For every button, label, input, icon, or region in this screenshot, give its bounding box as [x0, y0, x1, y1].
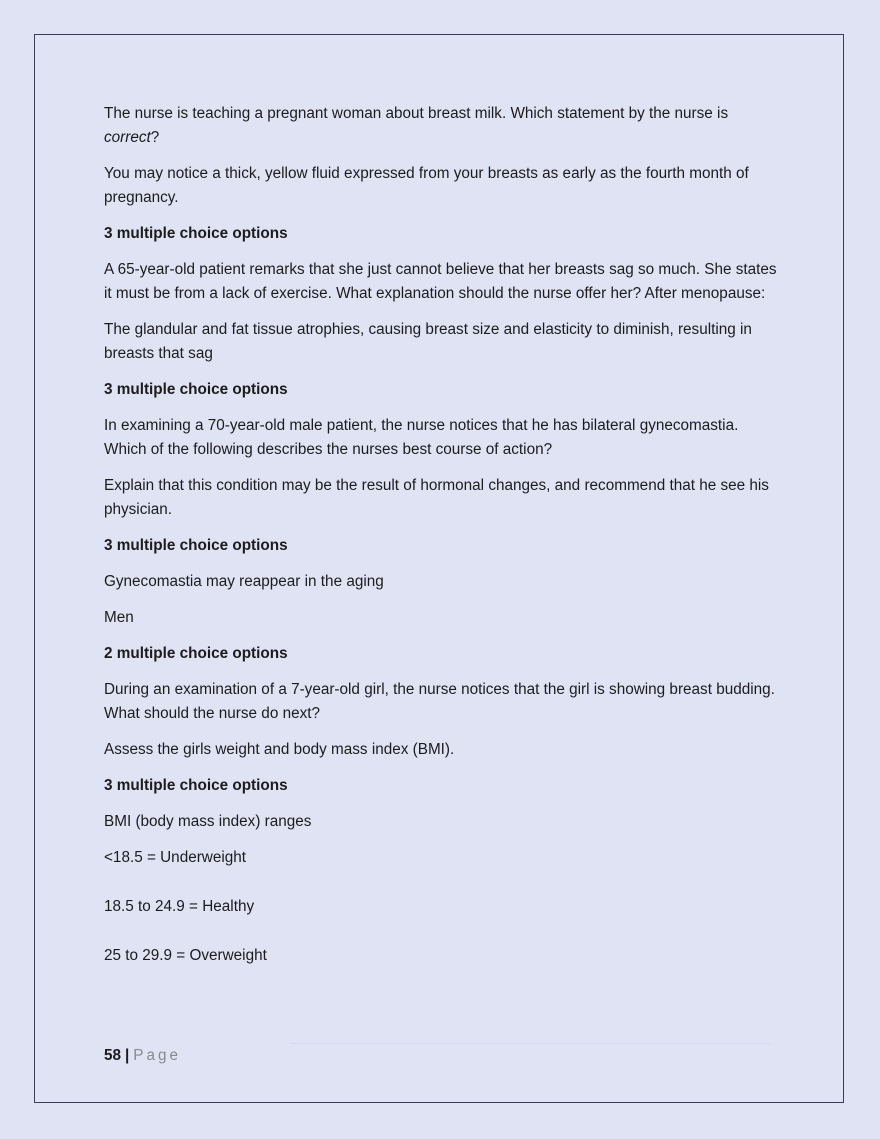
options-count: 3 multiple choice options: [104, 225, 288, 242]
answer-text: Men: [104, 609, 134, 626]
bmi-range: 25 to 29.9 = Overweight: [104, 947, 267, 964]
options-count: 2 multiple choice options: [104, 645, 288, 662]
question-text: Gynecomastia may reappear in the aging: [104, 573, 384, 590]
footer-separator: |: [125, 1047, 130, 1064]
question-text: During an examination of a 7-year-old girl, the nurse notices that the girl is showing breast budding. What should the nurse do next?: [104, 681, 775, 722]
emphasis-text: correct: [104, 129, 151, 146]
question-text: [104, 102, 784, 150]
options-count: 3 multiple choice options: [104, 381, 288, 398]
page-number: 58: [104, 1047, 122, 1064]
document-body: [104, 102, 784, 993]
page-footer: [104, 1045, 181, 1067]
text-segment: The nurse is teaching a pregnant woman about breast milk. Which statement by the nurse is: [104, 105, 729, 122]
bmi-range: <18.5 = Underweight: [104, 849, 247, 866]
answer-text: Assess the girls weight and body mass index (BMI).: [104, 741, 455, 758]
page-label: Page: [133, 1047, 182, 1064]
bmi-range: 18.5 to 24.9 = Healthy: [104, 898, 255, 915]
options-count: 3 multiple choice options: [104, 537, 288, 554]
footer-rule: [290, 1043, 770, 1044]
question-text: In examining a 70-year-old male patient, the nurse notices that he has bilateral gynecomastia. Which of the following describes the nurses best course of action?: [104, 417, 739, 458]
answer-text: You may notice a thick, yellow fluid expressed from your breasts as early as the fourth month of pregnancy.: [104, 165, 749, 206]
text-segment: ?: [150, 129, 160, 146]
question-text: A 65-year-old patient remarks that she just cannot believe that her breasts sag so much. She states it must be from a lack of exercise. What explanation should the nurse offer her? After menopause:: [104, 261, 777, 302]
answer-text: Explain that this condition may be the result of hormonal changes, and recommend that he see his physician.: [104, 477, 769, 518]
options-count: 3 multiple choice options: [104, 777, 288, 794]
note-text: BMI (body mass index) ranges: [104, 813, 312, 830]
answer-text: The glandular and fat tissue atrophies, causing breast size and elasticity to diminish, resulting in breasts that sag: [104, 321, 752, 362]
